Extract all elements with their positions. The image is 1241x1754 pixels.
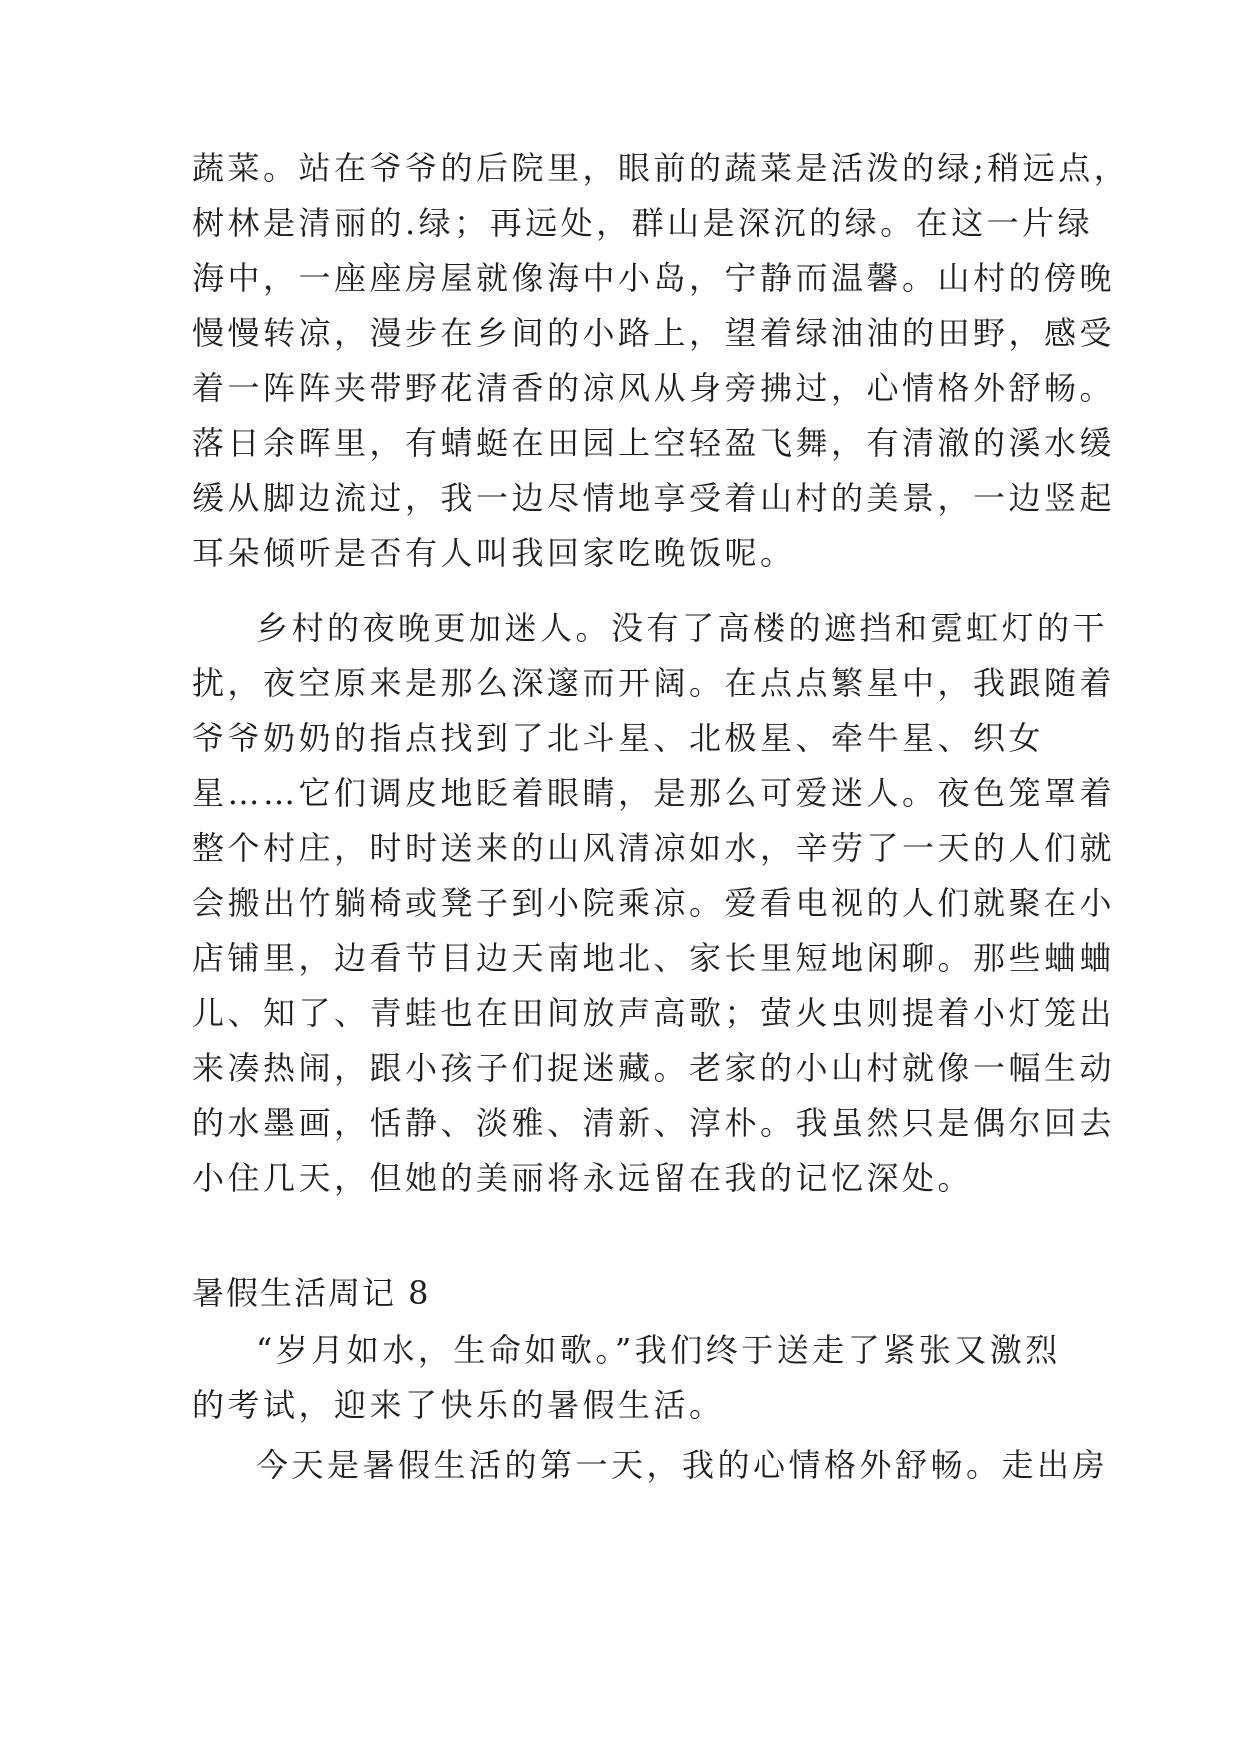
paragraph-2-line: 会搬出竹躺椅或凳子到小院乘凉。爱看电视的人们就聚在小 — [192, 884, 1116, 922]
paragraph-2-line: 星……它们调皮地眨着眼睛，是那么可爱迷人。夜色笼罩着 — [192, 774, 1116, 812]
paragraph-1-line: 海中，一座座房屋就像海中小岛，宁静而温馨。山村的傍晚 — [192, 259, 1116, 297]
paragraph-2-line: 扰，夜空原来是那么深邃而开阔。在点点繁星中，我跟随着 — [192, 664, 1116, 702]
paragraph-2-line: 儿、知了、青蛙也在田间放声高歌；萤火虫则提着小灯笼出 — [192, 994, 1116, 1032]
paragraph-1-line: 缓从脚边流过，我一边尽情地享受着山村的美景，一边竖起 — [192, 479, 1116, 517]
paragraph-2-line: 小住几天，但她的美丽将永远留在我的记忆深处。 — [192, 1159, 974, 1197]
section-heading: 暑假生活周记 8 — [192, 1274, 431, 1312]
paragraph-1-line: 蔬菜。站在爷爷的后院里，眼前的蔬菜是活泼的绿;稍远点， — [192, 149, 1130, 187]
paragraph-2-line: 整个村庄，时时送来的山风清凉如水，辛劳了一天的人们就 — [192, 829, 1116, 867]
paragraph-2-line: 的水墨画，恬静、淡雅、清新、淳朴。我虽然只是偶尔回去 — [192, 1104, 1116, 1142]
paragraph-1-line: 慢慢转凉，漫步在乡间的小路上，望着绿油油的田野，感受 — [192, 314, 1116, 352]
paragraph-1-line: 着一阵阵夹带野花清香的凉风从身旁拂过，心情格外舒畅。 — [192, 369, 1116, 407]
paragraph-4-line: 今天是暑假生活的第一天，我的心情格外舒畅。走出房 — [256, 1446, 1109, 1484]
paragraph-2-line: 乡村的夜晚更加迷人。没有了高楼的遮挡和霓虹灯的干 — [256, 609, 1109, 647]
paragraph-2-line: 爷爷奶奶的指点找到了北斗星、北极星、牵牛星、织女 — [192, 719, 1045, 757]
paragraph-3-line: “岁月如水，生命如歌。”我们终于送走了紧张又激烈 — [256, 1331, 1061, 1369]
paragraph-3-line: 的考试，迎来了快乐的暑假生活。 — [192, 1386, 725, 1424]
paragraph-2-line: 店铺里，边看节目边天南地北、家长里短地闲聊。那些蛐蛐 — [192, 939, 1116, 977]
paragraph-2-line: 来凑热闹，跟小孩子们捉迷藏。老家的小山村就像一幅生动 — [192, 1049, 1116, 1087]
paragraph-1-line: 树林是清丽的.绿；再远处，群山是深沉的绿。在这一片绿 — [192, 204, 1094, 242]
paragraph-1-line: 耳朵倾听是否有人叫我回家吃晚饭呢。 — [192, 534, 796, 572]
paragraph-1-line: 落日余晖里，有蜻蜓在田园上空轻盈飞舞，有清澈的溪水缓 — [192, 424, 1116, 462]
